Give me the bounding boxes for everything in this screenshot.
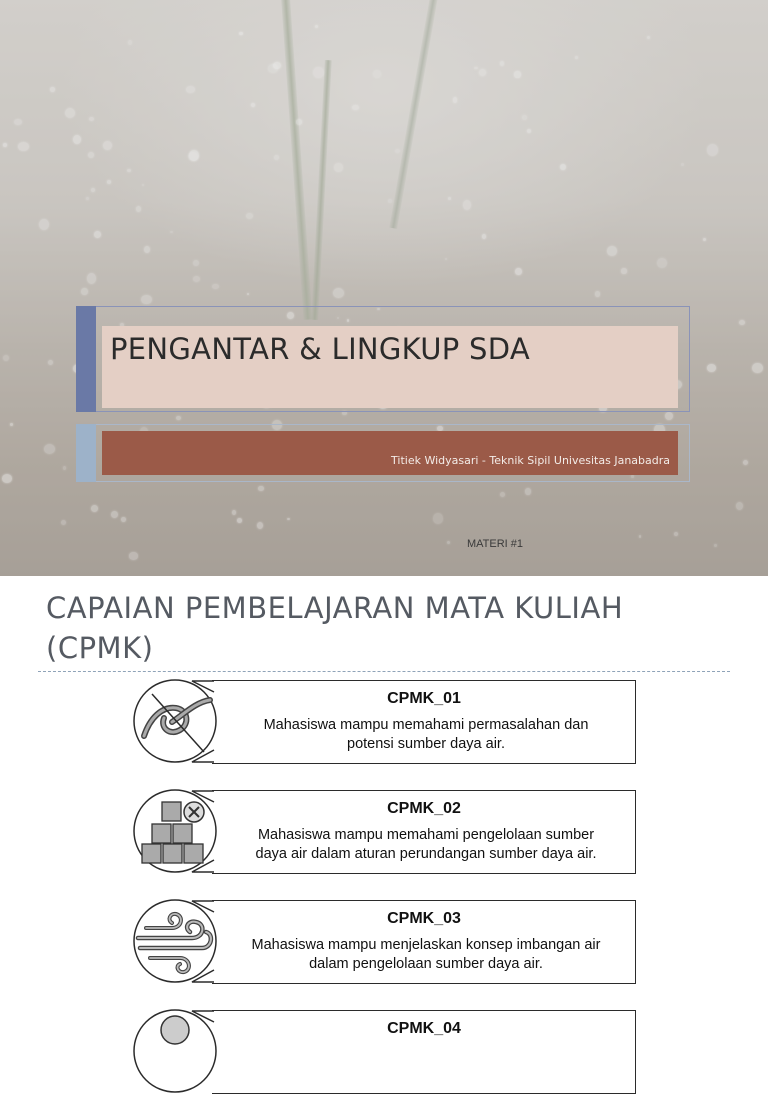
cpmk-card-2 xyxy=(132,786,638,876)
cpmk-description-line: daya air dalam aturan perundangan sumber daya air. xyxy=(255,846,597,862)
wind-icon xyxy=(132,898,218,984)
slide-heading xyxy=(46,588,726,668)
heading-divider xyxy=(38,671,730,672)
cpmk-description xyxy=(228,826,624,864)
cpmk-id: CPMK_03 xyxy=(387,910,461,927)
slide-heading-line2: (CPMK) xyxy=(46,631,154,665)
cpmk-description-line: Mahasiswa mampu menjelaskan konsep imbangan air xyxy=(251,937,601,953)
cpmk-description xyxy=(228,716,624,754)
cpmk-card-4 xyxy=(132,1006,638,1096)
slide-heading-line1: CAPAIAN PEMBELAJARAN MATA KULIAH xyxy=(46,591,624,625)
cpmk-card-3 xyxy=(132,896,638,986)
subtitle-accent-bar xyxy=(76,424,96,482)
knot-rope-icon xyxy=(132,678,218,764)
cpmk-description-line: Mahasiswa mampu memahami permasalahan dan xyxy=(263,717,589,733)
subtitle-box xyxy=(102,431,678,475)
slide-title: PENGANTAR & LINGKUP SDA xyxy=(110,332,531,366)
slide-subtitle: Titiek Widyasari - Teknik Sipil Univesitas Janabadra xyxy=(391,454,670,467)
cpmk-card-1 xyxy=(132,676,638,766)
cpmk-id: CPMK_01 xyxy=(387,690,461,707)
title-accent-bar xyxy=(76,306,96,412)
cpmk-id: CPMK_04 xyxy=(387,1020,461,1037)
stacked-boxes-icon xyxy=(132,788,218,874)
cpmk-description xyxy=(228,936,624,974)
cpmk-id: CPMK_02 xyxy=(387,800,461,817)
cpmk-description-line: potensi sumber daya air. xyxy=(347,736,505,752)
cpmk-slide xyxy=(0,576,768,1037)
cpmk-description-line: dalam pengelolaan sumber daya air. xyxy=(309,956,543,972)
cpmk-description-line: Mahasiswa mampu memahami pengelolaan sumber xyxy=(257,827,595,843)
gauge-icon xyxy=(132,1008,218,1094)
slide-footer-label: MATERI #1 xyxy=(467,538,524,550)
